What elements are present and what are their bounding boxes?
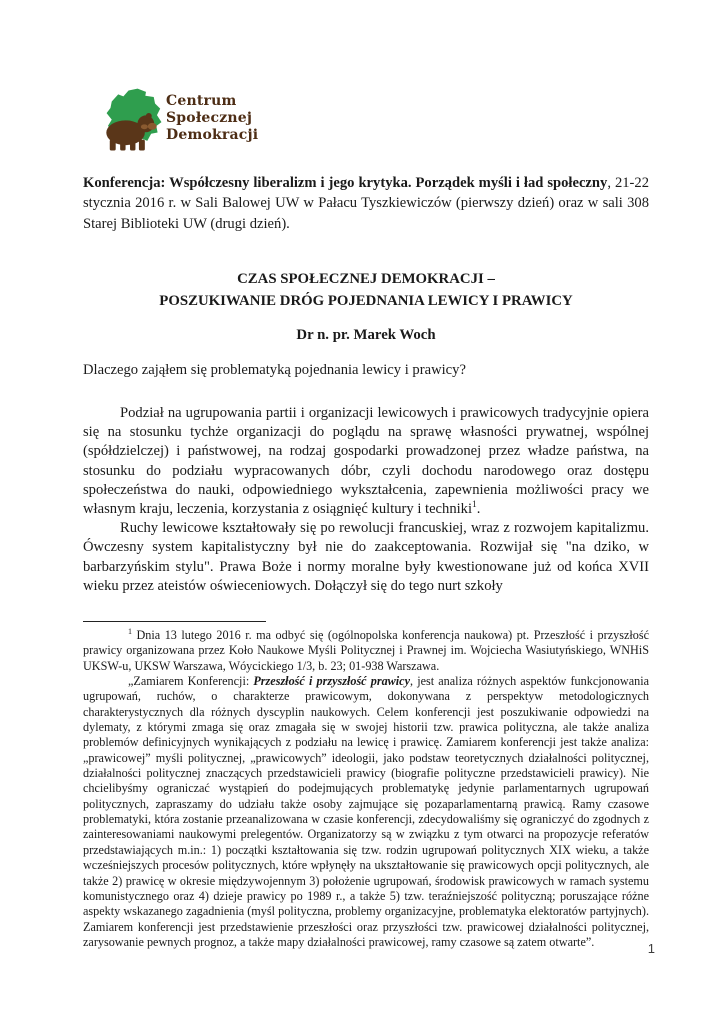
author-name: Dr n. pr. Marek Woch (296, 327, 436, 343)
page-title-line1: CZAS SPOŁECZNEJ DEMOKRACJI – (237, 271, 495, 287)
organization-name-line: Demokracji (166, 127, 259, 143)
body-paragraph-2: Ruchy lewicowe kształtowały się po rewolucji francuskiej, wraz z rozwojem kapitalizmu. Ówczesny system kapitalistyczny był nie do zaakceptowania. Rozwijał się "na dziko, w barbarzyńskim stylu". Prawa Boże i normy moralne były kwestionowane już od końca XVII wieku przez ateistów oświeceniowych. Dołączył się do tego nurt szkoły (83, 520, 649, 594)
footnote-reference-mark: 1 (472, 500, 477, 511)
organization-name-line: Społecznej (166, 110, 253, 126)
page-title (83, 268, 649, 312)
footnote-block (83, 628, 649, 950)
bear-icon (86, 110, 178, 152)
footnote-text-rest: , jest analiza różnych aspektów funkcjonowania ugrupowań, ruchów, o charakterze prawicowym, dokonywana z perspektyw metodologicznych charakterystycznych dla różnych dyscyplin naukowych. Celem konferencji jest poszukiwanie odpowiedzi na dylematy, z którymi zmaga się oraz zmagała się w swojej historii tzw. prawica polityczna, ale także analiza problemów definicyjnych wynikających z podziału na lewicę i prawicę. Zamiarem konferencji jest także analiza: „prawicowej” myśli politycznej, „prawicowych” ideologii, jako podstaw teoretycznych działalności politycznej, działalności politycznej znaczących przedstawicieli prawicy (biografie polityczne przedstawicieli prawicy). Nie chcielibyśmy ograniczać wystąpień do podejmujących problematykę jedynie parlamentarnych ugrupowań politycznych, zapraszamy do udziału także osoby zajmujące się pozaparlamentarną prawicą. Ramy czasowe problematyki, która zostanie przeanalizowana w czasie konferencji, zdecydowaliśmy się ograniczyć do zgodnych z zainteresowaniami naukowymi prelegentów. Organizatorzy są w związku z tym otwarci na propozycje referatów przedstawiających m.in.: 1) początki kształtowania się tzw. rodzin ugrupowań politycznych XIX wieku, a także wcześniejszych procesów politycznych, które wpłynęły na ukształtowanie się prawicowych opcji politycznych, ale także 2) prawicę w okresie międzywojennym 3) położenie ugrupowań, środowisk prawicowych w ramach systemu komunistycznego oraz 4) dzieje prawicy po 1989 r., a także 5) tzw. teraźniejszość polityczną; poruszające różne aspekty wskazanego zagadnienia (myśl polityczna, problemy organizacyjne, problematyka elektoratów partyjnych). Zamiarem konferencji jest przedstawienie przeszłości oraz przyszłości tzw. prawicowej działalności politycznej, zarysowanie pewnych prognoz, a także mapy działalności prawicowej, ramy czasowe są zatem otwarte”. (83, 674, 650, 949)
footnote-emphasis: Przeszłość i przyszłość prawicy (253, 674, 411, 689)
page-number: 1 (647, 941, 655, 956)
footnote-paragraph-1 (83, 628, 649, 674)
body-text (83, 404, 649, 596)
footnote-paragraph-2 (83, 674, 649, 950)
lead-question: Dlaczego zająłem się problematyką pojednania lewicy i prawicy? (83, 362, 466, 378)
organization-name-line: Centrum (166, 93, 237, 109)
footnote-text-prefix: „Zamiarem Konferencji: (128, 674, 254, 689)
organization-name (166, 93, 258, 144)
conference-info-regular: , 21-22 stycznia 2016 r. w Sali Balowej UW w Pałacu Tyszkiewiczów (pierwszy dzień) oraz w sali 308 Starej Biblioteki UW (drugi dzień). (83, 175, 649, 232)
organization-logo (86, 86, 259, 152)
paragraph-end: . (476, 501, 481, 518)
page-title-line2: POSZUKIWANIE DRÓG POJEDNANIA LEWICY I PRAWICY (159, 293, 573, 309)
footnote-separator-line (83, 621, 266, 622)
body-paragraph-1 (83, 404, 649, 519)
paragraph-text: Podział na ugrupowania partii i organizacji lewicowych i prawicowych tradycyjnie opiera się na stosunku tychże organizacji do poglądu na sprawę własności prywatnej, wspólnej (spółdzielczej) i państwowej, na rodzaj gospodarki prowadzonej przez władze państwa, na stosunku do podziału wypracowanych dóbr, czyli dochodu narodowego oraz dostępu społeczeństwa do nauki, odpowiedniego wykształcenia, zapewnienia możliwości pracy we własnym kraju, leczenia, korzystania z osiągnięć kultury i techniki (83, 405, 649, 518)
conference-info-bold: Konferencja: Współczesny liberalizm i jego krytyka. Porządek myśli i ład społeczny (83, 175, 608, 191)
footnote-number: 1 (128, 626, 132, 636)
footnote-text: Dnia 13 lutego 2016 r. ma odbyć się (ogólnopolska konferencja naukowa) pt. Przeszłość i przyszłość prawicy organizowana przez Koło Naukowe Myśli Politycznej i Prawnej im. Wojciecha Wasiutyńskiego, WNHiS UKSW-u, UKSW Warszawa, Wóycickiego 1/3, b. 23; 01-938 Warszawa. (83, 628, 649, 673)
conference-info (83, 173, 649, 234)
